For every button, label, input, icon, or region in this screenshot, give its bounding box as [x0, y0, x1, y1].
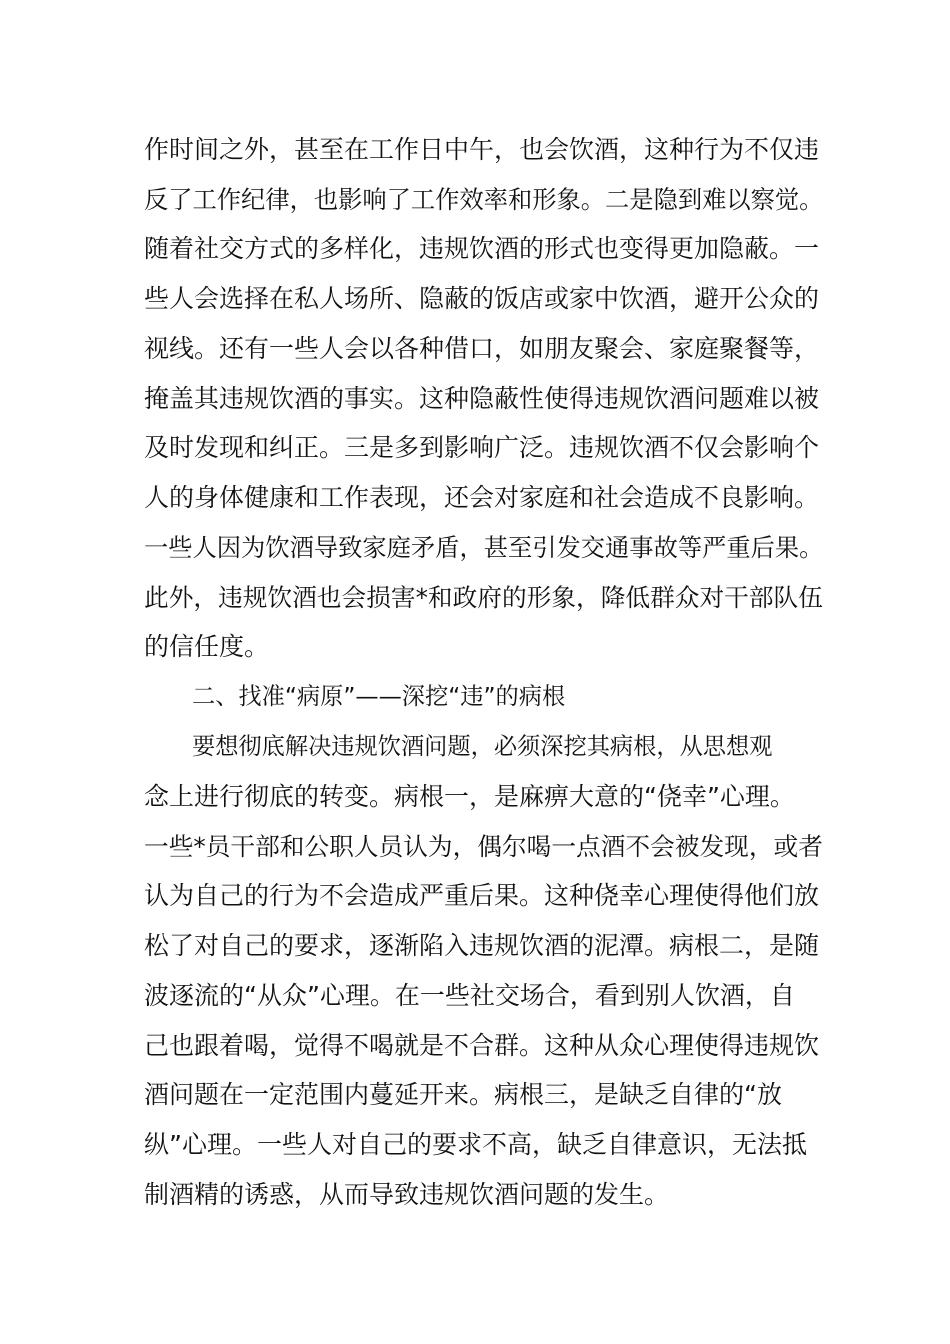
text-line-8: 人的身体健康和工作表现，还会对家庭和社会造成不良影响。: [144, 483, 820, 512]
text-line-1: 作时间之外，甚至在工作日中午，也会饮酒，这种行为不仅违: [144, 135, 820, 164]
text-line-9: 一些人因为饮酒导致家庭矛盾，甚至引发交通事故等严重后果。: [144, 533, 824, 562]
text-line-21: 纵”心理。一些人对自己的要求不高，缺乏自律意识，无法抵: [144, 1130, 807, 1159]
text-line-5: 视线。还有一些人会以各种借口，如朋友聚会、家庭聚餐等，: [144, 334, 820, 363]
text-line-22: 制酒精的诱惑，从而导致违规饮酒问题的发生。: [144, 1180, 670, 1209]
text-line-7: 及时发现和纠正。三是多到影响广泛。违规饮酒不仅会影响个: [144, 433, 820, 462]
text-line-19: 己也跟着喝，觉得不喝就是不合群。这种从众心理使得违规饮: [144, 1031, 820, 1060]
text-line-15: 一些*员干部和公职人员认为，偶尔喝一点酒不会被发现，或者: [144, 832, 823, 861]
text-line-3: 随着社交方式的多样化，违规饮酒的形式也变得更加隐蔽。一: [144, 234, 820, 263]
section-heading: 二、找准“病原”——深挖“违”的病根: [192, 683, 566, 710]
text-line-18: 波逐流的“从众”心理。在一些社交场合，看到别人饮酒，自: [144, 981, 795, 1010]
text-line-20: 酒问题在一定范围内蔓延开来。病根三，是缺乏自律的“放: [144, 1080, 782, 1109]
text-line-6: 掩盖其违规饮酒的事实。这种隐蔽性使得违规饮酒问题难以被: [144, 384, 820, 413]
text-line-14: 念上进行彻底的转变。病根一，是麻痹大意的“侥幸”心理。: [144, 782, 795, 811]
text-line-11: 的信任度。: [144, 632, 270, 661]
text-line-4: 些人会选择在私人场所、隐蔽的饭店或家中饮酒，避开公众的: [144, 284, 820, 313]
text-line-13: 要想彻底解决违规饮酒问题，必须深挖其病根，从思想观: [192, 733, 773, 760]
text-line-2: 反了工作纪律，也影响了工作效率和形象。二是隐到难以察觉。: [144, 185, 824, 214]
text-line-10: 此外，违规饮酒也会损害*和政府的形象，降低群众对干部队伍: [144, 583, 823, 612]
text-line-17: 松了对自己的要求，逐渐陷入违规饮酒的泥潭。病根二，是随: [144, 931, 820, 960]
text-line-16: 认为自己的行为不会造成严重后果。这种侥幸心理使得他们放: [144, 881, 820, 910]
